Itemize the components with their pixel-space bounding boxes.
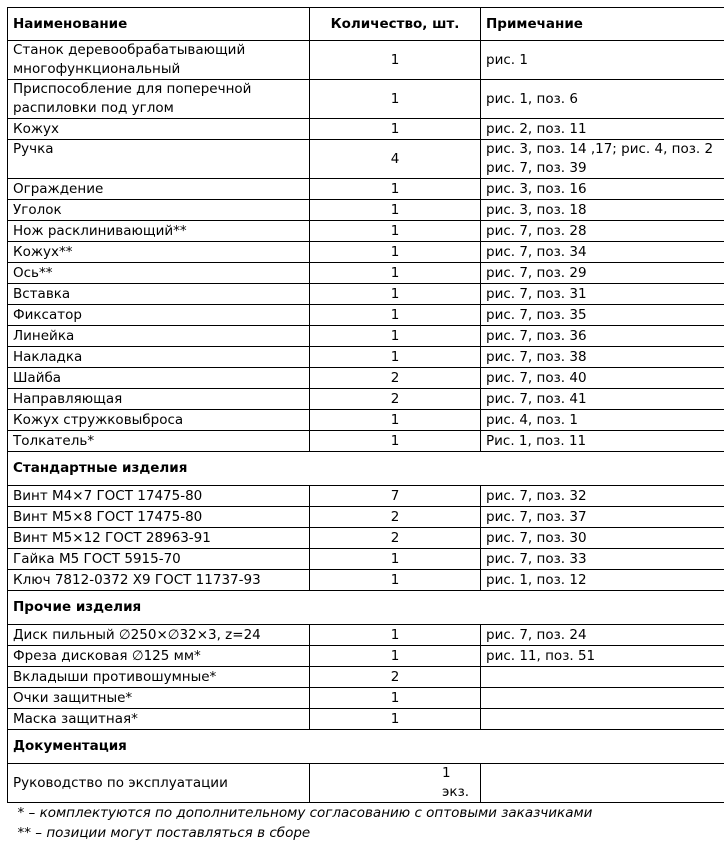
item-qty: 1 [310, 347, 481, 368]
item-qty: 1 [310, 431, 481, 452]
item-name: Кожух [8, 119, 310, 140]
item-qty: 1 [310, 688, 481, 709]
table-row [8, 242, 724, 263]
item-note: рис. 7, поз. 40 [481, 368, 724, 389]
item-qty: 1 [310, 263, 481, 284]
footnote-row [8, 823, 724, 843]
item-note: рис. 7, поз. 34 [481, 242, 724, 263]
header-qty: Количество, шт. [310, 8, 481, 41]
section-standard [8, 452, 724, 486]
item-note: рис. 7, поз. 24 [481, 625, 724, 646]
item-qty: 1 [310, 709, 481, 730]
item-note: рис. 7, поз. 30 [481, 528, 724, 549]
item-note: рис. 7, поз. 36 [481, 326, 724, 347]
table-row [8, 688, 724, 709]
item-name: Диск пильный ∅250×∅32×3, z=24 [8, 625, 310, 646]
item-note: рис. 1, поз. 12 [481, 570, 724, 591]
item-name: Ось** [8, 263, 310, 284]
item-name: Кожух стружковыброса [8, 410, 310, 431]
item-name: Накладка [8, 347, 310, 368]
table-row [8, 326, 724, 347]
table-row [8, 41, 724, 80]
section-documentation [8, 730, 724, 764]
item-qty: 1 [310, 625, 481, 646]
item-name: Уголок [8, 200, 310, 221]
item-note: рис. 3, поз. 16 [481, 179, 724, 200]
item-note: рис. 11, поз. 51 [481, 646, 724, 667]
table-row [8, 667, 724, 688]
section-title: Прочие изделия [8, 591, 724, 625]
item-qty: 2 [310, 389, 481, 410]
item-qty: 1 экз. [310, 764, 481, 803]
table-row [8, 709, 724, 730]
table-row [8, 764, 724, 803]
item-name: Вставка [8, 284, 310, 305]
item-qty: 1 [310, 179, 481, 200]
header-name: Наименование [8, 8, 310, 41]
item-note: рис. 3, поз. 18 [481, 200, 724, 221]
item-name: Фреза дисковая ∅125 мм* [8, 646, 310, 667]
item-qty: 2 [310, 528, 481, 549]
item-note [481, 667, 724, 688]
item-note: рис. 7, поз. 41 [481, 389, 724, 410]
item-qty: 2 [310, 667, 481, 688]
item-name: Руководство по эксплуатации [8, 764, 310, 803]
item-name: Ключ 7812-0372 Х9 ГОСТ 11737-93 [8, 570, 310, 591]
item-name: Станок деревообрабатывающий многофункциональный [8, 41, 310, 80]
item-qty: 1 [310, 41, 481, 80]
item-qty: 4 [310, 140, 481, 179]
item-note: рис. 7, поз. 37 [481, 507, 724, 528]
item-name: Фиксатор [8, 305, 310, 326]
section-other [8, 591, 724, 625]
item-name: Гайка М5 ГОСТ 5915-70 [8, 549, 310, 570]
header-note: Примечание [481, 8, 724, 41]
item-note: рис. 7, поз. 38 [481, 347, 724, 368]
table-row [8, 305, 724, 326]
item-qty: 1 [310, 242, 481, 263]
item-note: Рис. 1, поз. 11 [481, 431, 724, 452]
section-title: Документация [8, 730, 724, 764]
item-note: рис. 7, поз. 32 [481, 486, 724, 507]
section-title: Стандартные изделия [8, 452, 724, 486]
item-note: рис. 3, поз. 14 ,17; рис. 4, поз. 2 рис. 7, поз. 39 [481, 140, 724, 179]
item-qty: 1 [310, 326, 481, 347]
item-qty: 2 [310, 368, 481, 389]
table-row [8, 347, 724, 368]
item-qty: 1 [310, 646, 481, 667]
table-row [8, 549, 724, 570]
item-note: рис. 1 [481, 41, 724, 80]
table-row [8, 507, 724, 528]
item-qty: 1 [310, 570, 481, 591]
item-name: Линейка [8, 326, 310, 347]
item-qty: 1 [310, 221, 481, 242]
item-note [481, 764, 724, 803]
table-header [8, 8, 724, 41]
item-note: рис. 2, поз. 11 [481, 119, 724, 140]
item-note [481, 709, 724, 730]
footnote: ** – позиции могут поставляться в сборе [17, 824, 311, 841]
item-note: рис. 7, поз. 28 [481, 221, 724, 242]
item-note: рис. 7, поз. 35 [481, 305, 724, 326]
item-note [481, 688, 724, 709]
item-name: Кожух** [8, 242, 310, 263]
table-row [8, 263, 724, 284]
equipment-table [7, 7, 724, 843]
table-row [8, 368, 724, 389]
item-note: рис. 1, поз. 6 [481, 80, 724, 119]
item-name: Ручка [8, 140, 310, 179]
table-row [8, 140, 724, 179]
table-row [8, 431, 724, 452]
footnote: * – комплектуются по дополнительному согласованию с оптовыми заказчиками [8, 803, 724, 824]
item-note: рис. 7, поз. 29 [481, 263, 724, 284]
item-qty: 1 [310, 305, 481, 326]
table-row [8, 528, 724, 549]
item-qty: 1 [310, 119, 481, 140]
item-note: рис. 7, поз. 31 [481, 284, 724, 305]
item-qty: 1 [310, 410, 481, 431]
item-name: Вкладыши противошумные* [8, 667, 310, 688]
item-name: Ограждение [8, 179, 310, 200]
table-row [8, 221, 724, 242]
item-qty: 7 [310, 486, 481, 507]
table-row [8, 410, 724, 431]
item-name: Шайба [8, 368, 310, 389]
table-row [8, 200, 724, 221]
item-name: Приспособление для поперечной распиловки под углом [8, 80, 310, 119]
item-qty: 1 [310, 284, 481, 305]
item-name: Очки защитные* [8, 688, 310, 709]
item-name: Толкатель* [8, 431, 310, 452]
item-qty: 1 [310, 549, 481, 570]
table-row [8, 284, 724, 305]
table-row [8, 179, 724, 200]
item-name: Винт М5×12 ГОСТ 28963-91 [8, 528, 310, 549]
item-name: Направляющая [8, 389, 310, 410]
item-name: Нож расклинивающий** [8, 221, 310, 242]
table-row [8, 80, 724, 119]
item-note: рис. 4, поз. 1 [481, 410, 724, 431]
item-name: Винт М4×7 ГОСТ 17475-80 [8, 486, 310, 507]
table-row [8, 646, 724, 667]
table-row [8, 570, 724, 591]
item-name: Маска защитная* [8, 709, 310, 730]
item-name: Винт М5×8 ГОСТ 17475-80 [8, 507, 310, 528]
item-qty: 1 [310, 200, 481, 221]
table-row [8, 625, 724, 646]
item-qty: 1 [310, 80, 481, 119]
table-row [8, 486, 724, 507]
item-qty: 2 [310, 507, 481, 528]
table-row [8, 119, 724, 140]
footnote-row [8, 803, 724, 824]
item-note: рис. 7, поз. 33 [481, 549, 724, 570]
table-row [8, 389, 724, 410]
